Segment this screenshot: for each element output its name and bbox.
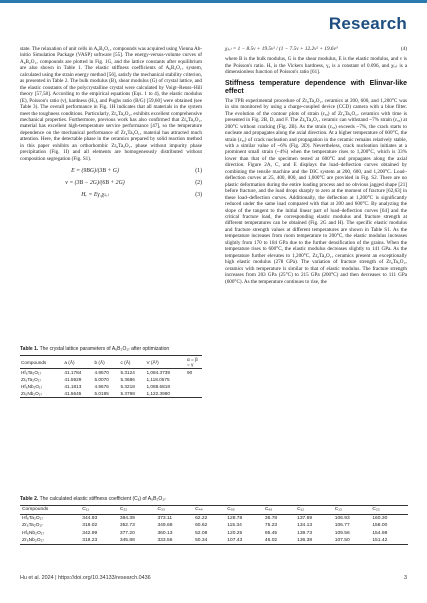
table-header-cell: c (Å)	[120, 359, 131, 365]
table-1-label: Table 1.	[20, 346, 39, 352]
table-cell: 4.9570	[94, 370, 109, 376]
table-header-cell: C₅₅	[227, 507, 235, 513]
table-cell: 75.23	[264, 523, 278, 529]
table-cell: 109.56	[334, 530, 350, 536]
table-cell: Hf₆Nb₂O₁₇	[22, 530, 45, 536]
table-cell: 106.93	[334, 515, 350, 521]
section-heading: Stiffness temperature dependence with Elinvar-like effect	[225, 79, 407, 95]
table-header-cell: C₁₃	[334, 507, 342, 513]
table-header-cell: C₁₁	[82, 507, 90, 513]
table-cell: 62.22	[195, 515, 208, 521]
table-cell: 107.50	[334, 537, 350, 543]
table-cell: 36.78	[264, 515, 278, 521]
table-cell: 5.0070	[94, 377, 109, 383]
table-cell: 41.1813	[64, 384, 82, 390]
table-cell: 349.68	[157, 523, 173, 529]
table-2-caption-text: The calculated elastic stiffness coefficient (Cᵢⱼ) of A₆B₂O₁₇	[39, 496, 166, 502]
doi-link[interactable]: Hu et al. 2024 | https://doi.org/10.34133/research.0436	[20, 575, 151, 581]
table-header-cell: C₂₂	[119, 507, 128, 513]
table-cell	[186, 383, 202, 390]
body-paragraph: state. The relaxation of unit cells in A₆B₂O₁₇ compounds was acquired using Vienna Ab-initio Simulation Package (VASP) software [55]. The energy-versus-volume curves of A₆B₂O₁₇ compounds are plotted in Fig. 1G, and the lattice constants after equilibrium are also shown in Table 1. The elastic stiffness coefficients of A₆B₂O₁₇ system, calculated using the strain energy method [56], satisfy the mechanical stability criterion, as presented in Table 2. The bulk modulus (B), shear modulus (G) of crystal lattice, and the elastic constants of the polycrystalline crystal were calculated by Voigt–Reuss–Hill theory [57,58]. According to the empirical equations (Eqs. 1 to 4), the elastic modulus (E), Poisson's ratio (ν), hardness (Hᵥ), and Pughs ratio (B/G) [59,60] were obtained (see Table 3). The overall performance in Fig. 1H indicates that all materials in the system meet the toughness conditions. Particularly, Zr₆Ta₂O₁₇ exhibits excellent comprehensive mechanical properties. Furthermore, previous work has also confirmed that Zr₆Ta₂O₁₇ material has excellent high-temperature service performance [47], so the temperature dependence on the mechanical performance of Zr₆Ta₂O₁₇ material has attracted much attention. Here, the detectable phase in the ceramics prepared by solid reaction method in this paper exhibits an orthorhombic Zr₆Ta₂O₁₇ phase without impurity phase precipitation (Fig. 1I) and all elements are homogeneously distributed without composition segregation (Fig. S1).	[20, 46, 202, 162]
table-cell: 120.25	[227, 530, 243, 536]
table-cell: 90	[187, 370, 193, 376]
table-cell: 352.73	[119, 523, 135, 529]
table-cell: 333.56	[157, 537, 173, 543]
table-cell: 41.1784	[64, 370, 82, 376]
table-row	[20, 529, 408, 536]
equation-3-number: (3)	[195, 191, 202, 198]
table-header-cell: Compounds	[21, 359, 47, 365]
table-2-label: Table 2.	[20, 496, 39, 502]
top-accent-bar	[0, 0, 427, 3]
equation-4-expr: χ₍ᵥ₎ = 1 − 8.5ν + 19.5ν² / (1 − 7.5ν + 12.2ν² + 19.6ν³	[225, 46, 338, 52]
left-column	[20, 46, 202, 198]
table-cell: Zr₆Nb₂O₁₇	[22, 537, 44, 543]
table-cell: 137.69	[297, 515, 313, 521]
table-cell: 41.5645	[64, 391, 82, 397]
table-row	[20, 376, 202, 383]
table-cell: 5.3124	[120, 370, 135, 376]
table-header-cell: b (Å)	[94, 359, 105, 365]
table-1-caption-text: The crystal lattice parameters of A₆B₂O₁₇ after optimization	[39, 346, 170, 352]
table-cell: Hf₆Ta₂O₁₇	[22, 515, 44, 521]
table-cell: 345.88	[119, 537, 135, 543]
table-header-cell: C₄₄	[195, 507, 203, 513]
table-cell: 377.20	[119, 530, 135, 536]
equation-2-expr: ν = (3B − 2G)/(6B + 2G)	[65, 179, 125, 186]
table-cell: 360.13	[157, 530, 173, 536]
table-cell: 41.5929	[64, 377, 82, 383]
equation-2-number: (2)	[195, 179, 202, 186]
table-cell: 106.77	[334, 523, 350, 529]
table-2-grid	[20, 505, 408, 545]
table-cell: Hf₆Ta₂O₁₇	[21, 370, 42, 376]
table-2	[20, 496, 408, 545]
table-cell: 5.0195	[94, 391, 109, 397]
table-row	[20, 537, 408, 545]
table-cell	[186, 390, 202, 398]
footer-citation[interactable]	[20, 575, 151, 581]
table-cell: 158.00	[372, 523, 388, 529]
table-cell: 160.30	[372, 515, 388, 521]
table-header-cell: V (Å³)	[146, 359, 159, 365]
table-cell: 46.02	[264, 537, 278, 543]
table-row	[20, 522, 408, 529]
table-cell: 134.13	[297, 523, 313, 529]
table-cell: 60.62	[195, 523, 208, 529]
page-number: 3	[404, 575, 407, 581]
table-cell: 1,084.3739	[146, 370, 170, 376]
equation-1-expr: E = (9BG)/(3B + G)	[71, 167, 119, 174]
table-header-row	[20, 356, 202, 369]
table-cell: 1,088.6818	[146, 384, 170, 390]
table-cell: 318.02	[82, 523, 98, 529]
table-cell: 5.3218	[120, 384, 135, 390]
equation-3-expr: Hᵥ = Eγ₃χ₍ᵥ₎	[81, 191, 109, 198]
table-cell: 318.23	[82, 537, 98, 543]
table-cell: 136.38	[297, 537, 313, 543]
table-row	[20, 390, 202, 398]
table-header-cell: C₃₃	[157, 507, 165, 513]
table-header-cell: C₆₆	[264, 507, 273, 513]
table-cell: 344.93	[82, 515, 98, 521]
table-cell: 128.78	[227, 515, 243, 521]
table-1	[20, 346, 202, 398]
table-header-cell: Compounds	[22, 507, 49, 513]
table-cell: 151.42	[372, 537, 388, 543]
table-cell: Hf₆Nb₂O₁₇	[21, 384, 43, 390]
table-cell: 115.34	[227, 523, 242, 529]
table-cell: 1,118.0575	[146, 377, 170, 383]
equation-explanation: where B is the bulk modulus, G is the shear modulus, E is the elastic modulus, and ν is the Poisson's ratio. Hᵥ is the Vickers hardness, γ₃ is a constant of 0.096, and χ₍ᵥ₎ is a dimensionless function of Poisson's ratio [61].	[225, 56, 407, 76]
table-cell: 52.08	[195, 530, 208, 536]
table-1-caption	[20, 346, 202, 352]
table-header-cell: α = β = γ	[187, 357, 198, 368]
table-cell: 50.34	[195, 537, 208, 543]
table-1-grid	[20, 355, 202, 398]
table-cell: 4.9676	[94, 384, 109, 390]
section-paragraph: The TPB experimental procedure of Zr₆Ta₂O₁₇ ceramics at 200, 600, and 1,200°C was in situ monitored by using a charge-coupled device (CCD) camera with a blue filter. The evolution of the contour plots of strain (εₓₓ) of Zr₆Ta₂O₁₇ ceramics with time is presented in Fig. 2B, D, and F. The Zr₆Ta₂O₁₇ ceramic can withstand ~7% strain (εₓₓ) at 200°C without cracking (Fig. 2B). As the strain (εₓₓ) exceeds ~7%, the crack starts to nucleate and propagates along the axial direction. At a higher temperature of 600°C, the strain (εₓₓ) of crack nucleation and propagation in the ceramic remains relatively stable, with a similar value of ~6% (Fig. 2D). Nevertheless, crack nucleation initiates at a prominent small strain (~4%) when the temperature rises to 1,200°C, which is 33% lower than that of the specimen tested at 600°C and propagates along the axial direction. Figure 2A, C, and E displays the load–deflection curves obtained by combining the tensile machine and the DIC system at 200, 600, and 1,200°C. Load–deflection curves at 25, 400, 800, and 1,000°C are provided in Fig. S2. There are no plastic deformation during the entire loading process and no obvious jagged shape [21] before fracture, and the load drops sharply to zero at the moment of fracture [62,63] in these load–deflection curves. Additionally, the deflection at 1,200°C is significantly reduced under the same load compared with that at 200 and 600°C. By analyzing the slope of the tangent to the initial linear part of load–deflection curves [64] and the critical fracture load, the corresponding elastic modulus and fracture strength at different temperatures can be obtained (Fig. 2G and H). The specific elastic modulus and fracture strength values at different temperatures are shown in Table S1. As the temperature increases from room temperature to 200°C, the elastic modulus increases slightly from 170 to 184 GPa due to the further densification of the grains. When the temperature rises to 600°C, the elastic modulus decreases slightly to 141 GPa. As the temperature further elevates to 1,200°C, Zr₆Ta₂O₁₇ ceramics present an exceptionally high elastic modulus (278 GPa). The variation of fracture strength of Zr₆Ta₂O₁₇ ceramics with temperature is similar to that of elastic modulus. The fracture strength increases from 203 GPa (25°C) to 215 GPa (200°C) and then decreases to 111 GPa (600°C). As the temperature continues to rise, the	[225, 97, 407, 285]
table-cell: Zr₆Nb₂O₁₇	[21, 391, 42, 397]
table-header-cell: a (Å)	[64, 359, 75, 365]
right-column	[225, 46, 407, 285]
table-row	[20, 514, 408, 522]
table-row	[20, 369, 202, 377]
table-cell: Zr₆Ta₂O₁₇	[21, 377, 41, 383]
table-cell: Zr₆Ta₂O₁₇	[22, 523, 43, 529]
table-cell: 1,122.3980	[146, 391, 170, 397]
equation-4-number: (4)	[400, 46, 407, 52]
table-cell: 139.73	[297, 530, 313, 536]
table-header-row	[20, 506, 408, 514]
equation-1-number: (1)	[195, 167, 202, 174]
journal-name: Research	[328, 14, 407, 33]
table-cell: 107.43	[227, 537, 243, 543]
equation-3	[20, 192, 202, 198]
table-row	[20, 383, 202, 390]
table-2-caption	[20, 496, 408, 502]
table-cell: 373.11	[157, 515, 173, 521]
table-header-cell: C₂₃	[372, 507, 380, 513]
table-cell: 5.3686	[120, 377, 135, 383]
table-cell: 95.45	[264, 530, 278, 536]
table-cell: 5.3798	[120, 391, 135, 397]
table-cell	[186, 376, 202, 383]
table-cell: 342.99	[82, 530, 98, 536]
table-header-cell: C₁₂	[297, 507, 305, 513]
table-cell: 154.98	[372, 530, 388, 536]
table-cell: 384.39	[119, 515, 135, 521]
